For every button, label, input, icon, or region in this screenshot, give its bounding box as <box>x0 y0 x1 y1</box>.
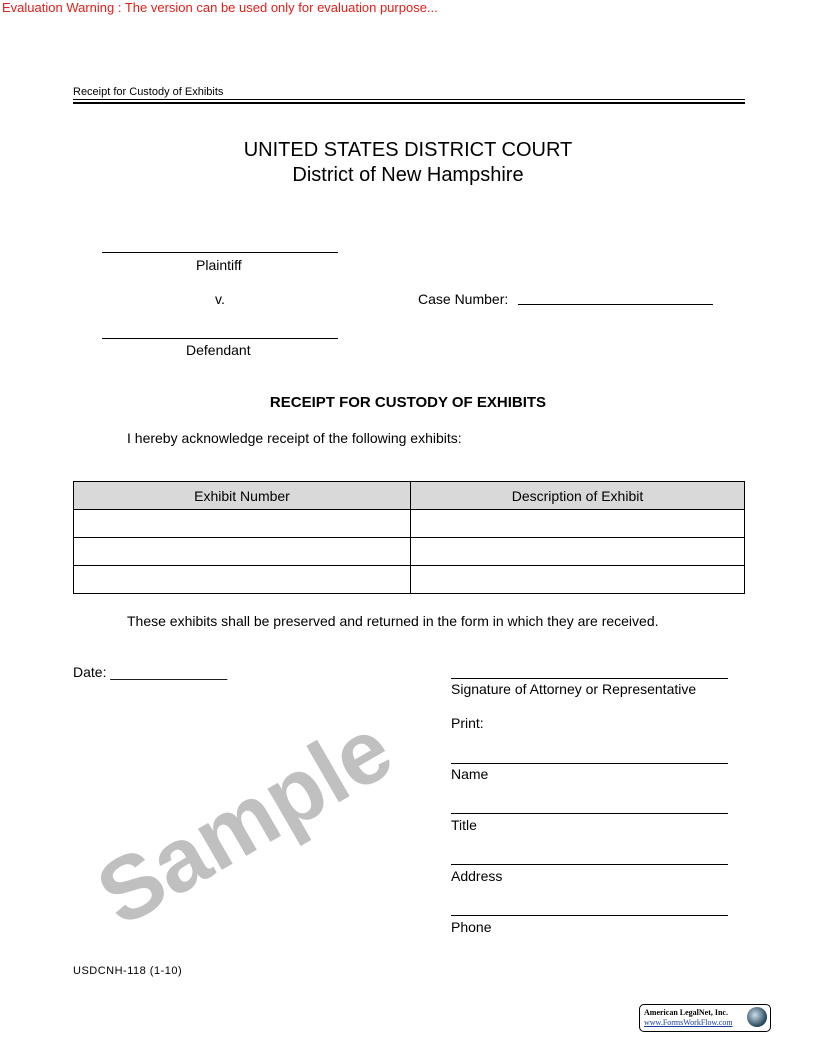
exhibit-number-cell[interactable] <box>74 510 411 538</box>
form-id: USDCNH-118 (1-10) <box>73 965 183 977</box>
header-rule <box>73 99 745 100</box>
defendant-label: Defendant <box>186 342 251 358</box>
column-header: Description of Exhibit <box>411 482 745 510</box>
statement-text: These exhibits shall be preserved and returned in the form in which they are received. <box>127 613 659 629</box>
running-header: Receipt for Custody of Exhibits <box>73 86 224 98</box>
title-line[interactable] <box>451 813 728 814</box>
description-cell[interactable] <box>411 566 745 594</box>
name-label: Name <box>451 766 489 782</box>
case-number-label: Case Number: <box>418 291 509 307</box>
signature-line[interactable] <box>451 678 728 679</box>
court-name: UNITED STATES DISTRICT COURT <box>243 139 573 161</box>
case-number-field[interactable] <box>518 304 713 305</box>
description-cell[interactable] <box>411 510 745 538</box>
header-rule-thick <box>73 102 745 104</box>
title-label: Title <box>451 817 477 833</box>
intro-text: I hereby acknowledge receipt of the following exhibits: <box>127 430 462 446</box>
exhibit-number-cell[interactable] <box>74 538 411 566</box>
date-field[interactable]: Date: _______________ <box>73 664 228 680</box>
description-cell[interactable] <box>411 538 745 566</box>
exhibits-table <box>73 481 745 594</box>
table-row <box>74 510 745 538</box>
legalnet-logo[interactable] <box>639 1004 771 1032</box>
column-header: Exhibit Number <box>74 482 411 510</box>
evaluation-warning: Evaluation Warning : The version can be used only for evaluation purpose... <box>2 0 438 15</box>
address-label: Address <box>451 868 503 884</box>
defendant-line[interactable] <box>102 338 338 339</box>
plaintiff-line[interactable] <box>102 252 338 253</box>
district-name: District of New Hampshire <box>292 164 524 186</box>
plaintiff-label: Plaintiff <box>196 257 242 273</box>
address-line[interactable] <box>451 864 728 865</box>
versus-label: v. <box>215 291 225 307</box>
exhibit-number-cell[interactable] <box>74 566 411 594</box>
phone-label: Phone <box>451 919 492 935</box>
table-row <box>74 538 745 566</box>
table-row <box>74 566 745 594</box>
print-label: Print: <box>451 715 484 731</box>
globe-icon <box>747 1007 767 1027</box>
signature-label: Signature of Attorney or Representative <box>451 681 697 697</box>
phone-line[interactable] <box>451 915 728 916</box>
sample-watermark: Sample <box>81 698 409 946</box>
name-line[interactable] <box>451 763 728 764</box>
logo-url[interactable]: www.FormsWorkFlow.com <box>644 1018 733 1027</box>
form-title: RECEIPT FOR CUSTODY OF EXHIBITS <box>269 394 547 411</box>
logo-company: American LegalNet, Inc. <box>644 1008 728 1017</box>
